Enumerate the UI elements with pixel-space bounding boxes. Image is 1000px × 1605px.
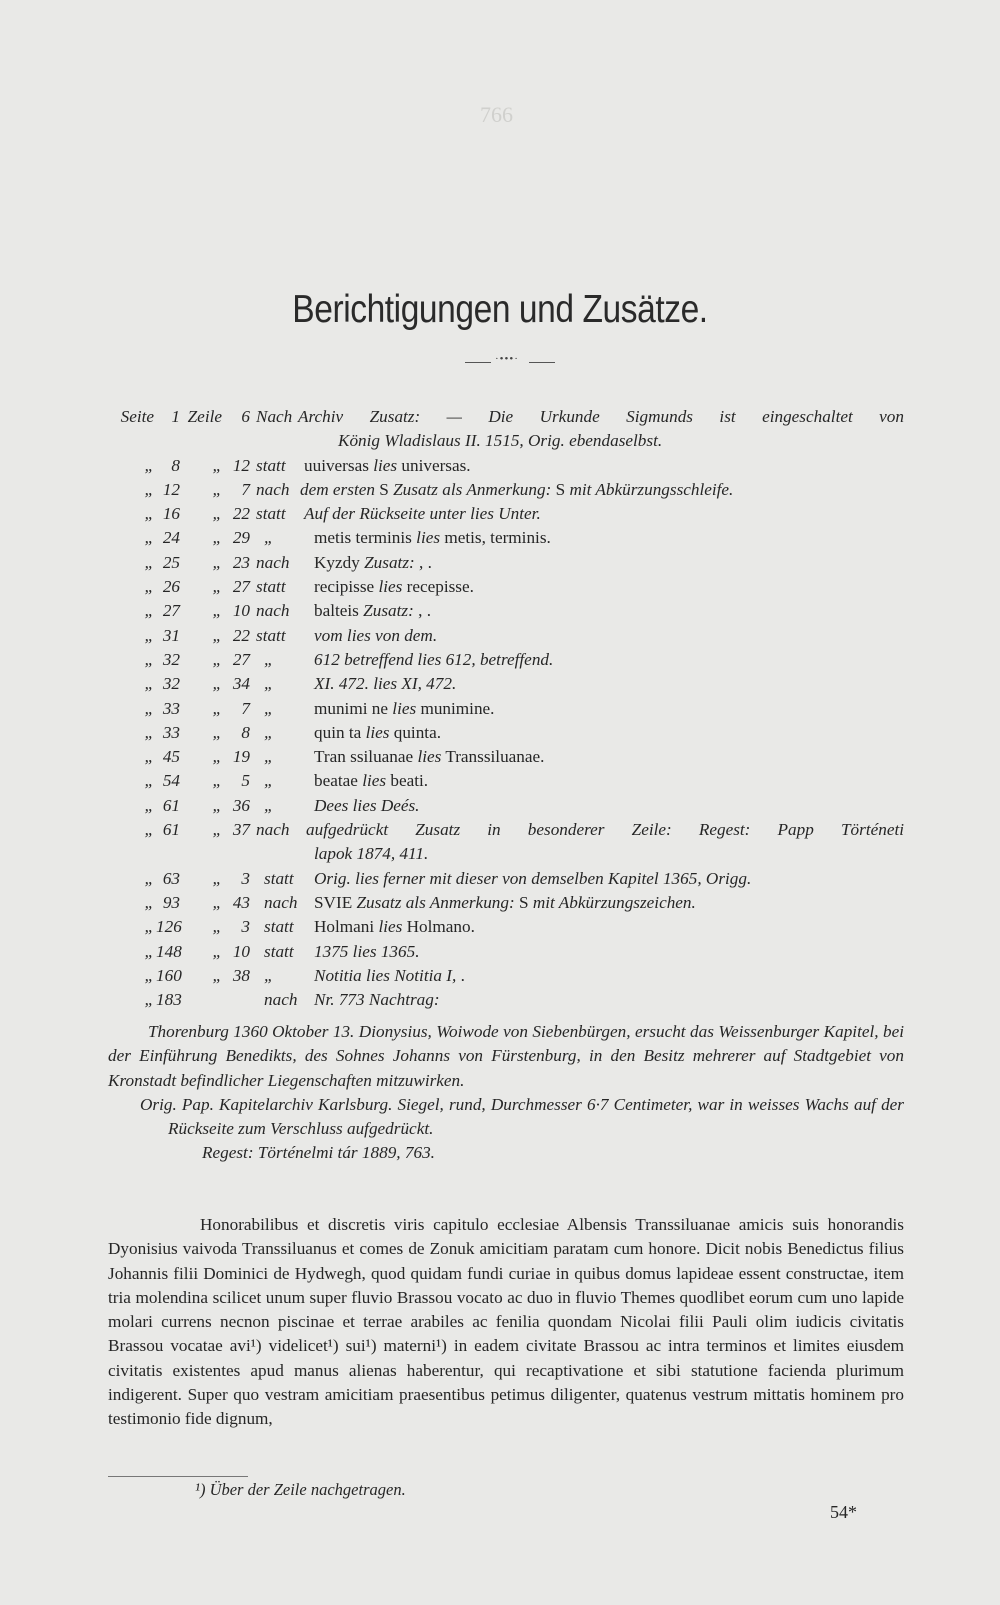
seite-number: 160 <box>156 965 182 985</box>
correction-text: Holmani lies Holmano. <box>314 917 475 937</box>
ditto-mark: „ <box>212 892 222 912</box>
zeile-number: 12 <box>232 455 250 475</box>
action-word: statt <box>256 504 286 524</box>
ditto-mark: „ <box>212 917 222 937</box>
action-word: nach <box>256 552 290 572</box>
bleed-through-page-number: 766 <box>480 102 513 127</box>
errata-row <box>116 769 904 793</box>
errata-row <box>116 502 904 526</box>
zeile-number: 27 <box>232 577 250 597</box>
ditto-mark: „ <box>144 965 154 985</box>
signature-mark: 54* <box>830 1502 857 1522</box>
ditto-mark: „ <box>144 747 154 767</box>
errata-row <box>116 478 904 502</box>
ditto-mark: „ <box>264 698 274 718</box>
errata-row <box>116 648 904 672</box>
action-word: nach <box>264 990 298 1010</box>
action-word: nach <box>256 479 290 499</box>
correction-text: vom lies von dem. <box>314 625 438 645</box>
correction-text-continued: König Wladislaus II. 1515, Orig. ebendaselbst. <box>338 431 663 451</box>
regest-source: Orig. Pap. Kapitelarchiv Karlsburg. Siegel, rund, Durchmesser 6·7 Centimeter, war in weisses Wachs auf der Rückseite zum Verschluss aufgedrückt. <box>140 1094 904 1139</box>
ditto-mark: „ <box>144 504 154 524</box>
errata-row <box>116 818 904 867</box>
errata-row <box>116 745 904 769</box>
zeile-number: 5 <box>241 771 250 791</box>
seite-number: 31 <box>162 625 180 645</box>
ditto-mark: „ <box>212 504 222 524</box>
correction-text: dem ersten S Zusatz als Anmerkung: S mit Abkürzungsschleife. <box>300 479 734 499</box>
correction-text: Tran ssiluanae lies Transsiluanae. <box>314 747 545 767</box>
seite-number: 54 <box>162 771 180 791</box>
zeile-number: 27 <box>232 649 250 669</box>
ditto-mark: „ <box>212 479 222 499</box>
seite-number: 32 <box>162 674 180 694</box>
ditto-mark: „ <box>144 455 154 475</box>
zeile-number: 10 <box>232 601 250 621</box>
seite-label: Seite <box>120 407 154 426</box>
errata-row <box>116 672 904 696</box>
ditto-mark: „ <box>212 577 222 597</box>
action-word: statt <box>256 625 286 645</box>
correction-text: 1375 lies 1365. <box>314 941 420 961</box>
zeile-number: 19 <box>232 747 250 767</box>
zeile-number: 22 <box>232 504 250 524</box>
ditto-mark: „ <box>212 601 222 621</box>
charter-text <box>108 1213 904 1432</box>
correction-text-continued: lapok 1874, 411. <box>314 844 429 864</box>
errata-row <box>116 551 904 575</box>
ditto-mark: „ <box>144 820 154 840</box>
zeile-number: 38 <box>232 965 250 985</box>
action-word: nach <box>256 820 290 840</box>
errata-row <box>116 794 904 818</box>
regest-reference: Regest: Történelmi tár 1889, 763. <box>202 1143 435 1163</box>
action-word: nach <box>264 892 298 912</box>
ditto-mark: „ <box>212 698 222 718</box>
ditto-mark: „ <box>144 990 154 1010</box>
ditto-mark: „ <box>264 722 274 742</box>
zeile-number: 8 <box>241 722 250 742</box>
ditto-mark: „ <box>212 528 222 548</box>
errata-row <box>116 624 904 648</box>
correction-text: balteis Zusatz: , . <box>314 601 431 621</box>
zeile-number: 36 <box>232 795 250 815</box>
footnote: ¹) Über der Zeile nachgetragen. <box>195 1480 406 1499</box>
zeile-number: 34 <box>232 674 250 694</box>
zeile-number: 3 <box>241 868 250 888</box>
action-word: statt <box>256 455 286 475</box>
zeile-number: 23 <box>232 552 250 572</box>
ditto-mark: „ <box>212 649 222 669</box>
correction-text: metis terminis lies metis, terminis. <box>314 528 551 548</box>
seite-number: 33 <box>162 698 180 718</box>
action-word: nach <box>256 601 290 621</box>
action-word: statt <box>264 917 294 937</box>
title-ornament <box>465 353 555 370</box>
correction-text: recipisse lies recepisse. <box>314 577 474 597</box>
seite-number: 63 <box>162 868 180 888</box>
zeile-number: 29 <box>232 528 250 548</box>
ditto-mark: „ <box>144 479 154 499</box>
correction-text: aufgedrückt Zusatz in besonderer Zeile: Regest: Papp Történeti <box>306 820 904 840</box>
action-word: statt <box>256 577 286 597</box>
ditto-mark: „ <box>212 820 222 840</box>
ditto-mark: „ <box>212 965 222 985</box>
seite-number: 126 <box>156 917 182 937</box>
errata-row <box>116 405 904 454</box>
errata-list <box>116 405 904 1012</box>
correction-text: XI. 472. lies XI, 472. <box>314 674 457 694</box>
seite-number: 45 <box>162 747 180 767</box>
zeile-number: 3 <box>241 917 250 937</box>
ditto-mark: „ <box>212 722 222 742</box>
zeile-number: 37 <box>232 820 250 840</box>
ditto-mark: „ <box>264 771 274 791</box>
ditto-mark: „ <box>144 674 154 694</box>
ditto-mark: „ <box>264 528 274 548</box>
zeile-number: 7 <box>241 698 250 718</box>
ditto-mark: „ <box>144 795 154 815</box>
ditto-mark: „ <box>212 771 222 791</box>
charter-paragraph: Honorabilibus et discretis viris capitulo ecclesiae Albensis Transsiluanae amicis suis honorandis Dyonisius vaivoda Transsiluanus et comes de Zonuk amicitiam paratam cum honore. Dicit nobis Benedictus filius Johannis filii Dominici de Hydwegh, quod quidam fundi curiae in quibus domus lapideae essent constructae, item tria molendina scilicet unum super fluvio Brassou vocato ac duo in fluvio Themes quodlibet eorum cum uno lapide molari currens necnon piscinae et terrae arabiles ac fenilia quondam Nicolai filii Pauli olim iudicis civitatis Brassou vocatae avi¹) videlicet¹) sui¹) materni¹) in eadem civitate Brassou ac intra terminos et limites eiusdem civitatis existentes apud manus alienas haberentur, qui recaptivatione et sibi statutione facienda plurimum indigerent. Super quo vestram amicitiam praesentibus petimus diligenter, quatenus vestrum mittatis hominem pro testimonio fide dignum, <box>108 1215 904 1429</box>
errata-row <box>116 454 904 478</box>
errata-row <box>116 526 904 550</box>
ditto-mark: „ <box>264 795 274 815</box>
ditto-mark: „ <box>212 625 222 645</box>
seite-number: 33 <box>162 722 180 742</box>
errata-row <box>116 599 904 623</box>
seite-number: 32 <box>162 649 180 669</box>
seite-number: 61 <box>162 820 180 840</box>
ditto-mark: „ <box>144 552 154 572</box>
page-title: Berichtigungen und Zusätze. <box>292 288 708 331</box>
action-word: Nach <box>256 407 293 426</box>
correction-text: SVIE Zusatz als Anmerkung: S mit Abkürzungszeichen. <box>314 892 696 912</box>
correction-text: Orig. lies ferner mit dieser von demselben Kapitel 1365, Origg. <box>314 868 752 888</box>
correction-text: munimi ne lies munimine. <box>314 698 495 718</box>
seite-number: 148 <box>156 941 182 961</box>
seite-number: 8 <box>171 455 180 475</box>
correction-text: Notitia lies Notitia I, . <box>314 965 465 985</box>
correction-text: beatae lies beati. <box>314 771 429 791</box>
ditto-mark: „ <box>212 674 222 694</box>
ditto-mark: „ <box>264 965 274 985</box>
correction-text: 612 betreffend lies 612, betreffend. <box>314 649 554 669</box>
action-word: statt <box>264 868 294 888</box>
ditto-mark: „ <box>264 649 274 669</box>
zeile-number: 7 <box>241 479 250 499</box>
ditto-mark: „ <box>144 601 154 621</box>
footnote-rule <box>108 1476 248 1477</box>
ditto-mark: „ <box>144 625 154 645</box>
zeile-number: 43 <box>232 892 250 912</box>
ditto-mark: „ <box>212 552 222 572</box>
seite-number: 93 <box>162 892 180 912</box>
errata-row <box>116 988 904 1012</box>
seite-number: 183 <box>156 990 182 1010</box>
charter-regest <box>108 1020 904 1166</box>
ditto-mark: „ <box>144 577 154 597</box>
correction-text: Auf der Rückseite unter lies Unter. <box>304 504 541 524</box>
zeile-label: Zeile <box>187 407 222 426</box>
ditto-mark: „ <box>264 747 274 767</box>
seite-number: 25 <box>162 552 180 572</box>
ornament-dots: ·•••· <box>495 353 519 365</box>
ditto-mark: „ <box>144 528 154 548</box>
errata-row <box>116 891 904 915</box>
errata-row <box>116 940 904 964</box>
correction-text: Nr. 773 Nachtrag: <box>314 990 440 1010</box>
seite-number: 1 <box>171 407 180 426</box>
seite-number: 27 <box>162 601 180 621</box>
ditto-mark: „ <box>212 455 222 475</box>
correction-text: Kyzdy Zusatz: , . <box>314 552 432 572</box>
ditto-mark: „ <box>144 892 154 912</box>
seite-number: 12 <box>162 479 180 499</box>
errata-row <box>116 964 904 988</box>
zeile-number: 10 <box>232 941 250 961</box>
seite-number: 16 <box>162 504 180 524</box>
errata-row <box>116 697 904 721</box>
zeile-number: 6 <box>241 407 250 426</box>
seite-number: 61 <box>162 795 180 815</box>
ditto-mark: „ <box>212 795 222 815</box>
ditto-mark: „ <box>144 771 154 791</box>
regest-heading: Thorenburg 1360 Oktober 13. Dionysius, Woiwode von Siebenbürgen, ersucht das Weissenburger Kapitel, bei der Einführung Benedikts, des Sohnes Johanns von Fürstenburg, in den Besitz mehrerer auf Stadtgebiet von Kronstadt befindlicher Liegenschaften mitzuwirken. <box>108 1022 904 1090</box>
correction-text: Dees lies Deés. <box>314 795 420 815</box>
ditto-mark: „ <box>212 941 222 961</box>
errata-row <box>116 575 904 599</box>
correction-text: uuiversas lies universas. <box>304 455 471 475</box>
ditto-mark: „ <box>144 868 154 888</box>
ditto-mark: „ <box>144 722 154 742</box>
errata-row <box>116 915 904 939</box>
errata-row <box>116 721 904 745</box>
correction-text: quin ta lies quinta. <box>314 722 441 742</box>
ditto-mark: „ <box>144 941 154 961</box>
ditto-mark: „ <box>144 698 154 718</box>
zeile-number: 22 <box>232 625 250 645</box>
seite-number: 24 <box>162 528 180 548</box>
action-word: statt <box>264 941 294 961</box>
seite-number: 26 <box>162 577 180 597</box>
ditto-mark: „ <box>144 649 154 669</box>
ditto-mark: „ <box>212 747 222 767</box>
ditto-mark: „ <box>212 868 222 888</box>
ditto-mark: „ <box>144 917 154 937</box>
correction-text: Archiv Zusatz: — Die Urkunde Sigmunds ist eingeschaltet von <box>298 407 904 426</box>
ditto-mark: „ <box>264 674 274 694</box>
errata-row <box>116 867 904 891</box>
